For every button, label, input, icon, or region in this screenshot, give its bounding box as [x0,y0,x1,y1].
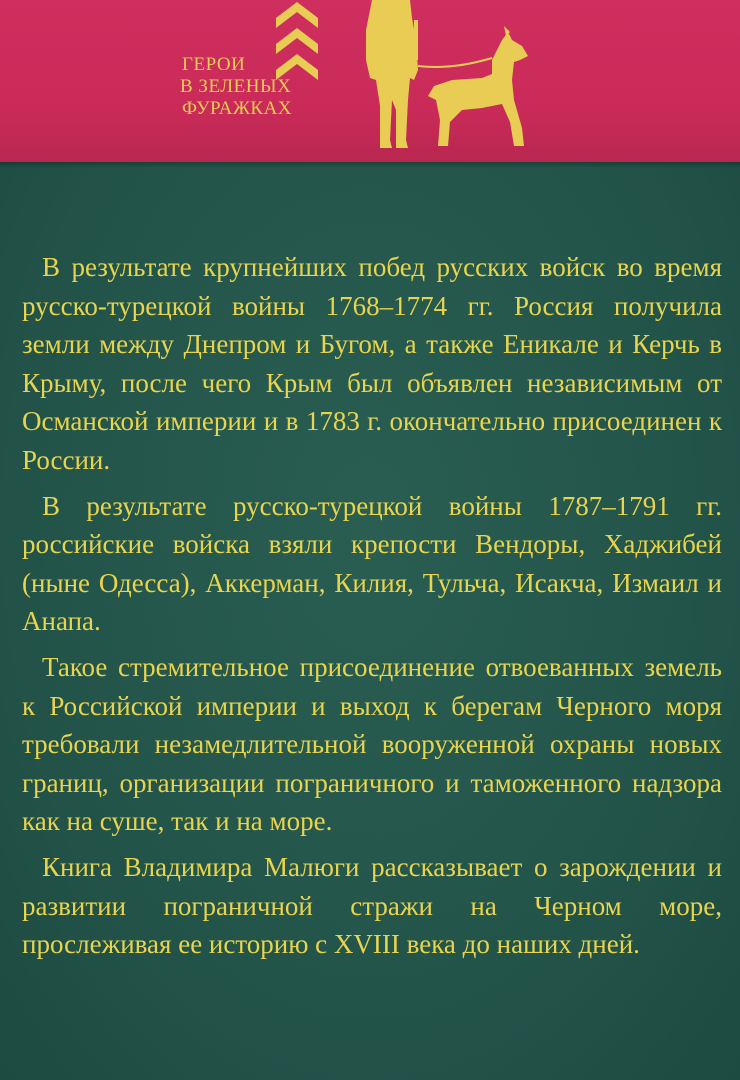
annotation-text [22,248,722,964]
paragraph: В результате крупнейших побед русских войск во время русско-турецкой войны 1768–1774 гг. Россия получила земли между Днепром и Бугом, а также Еникале и Керчь в Крыму, после чего Крым был объявлен независимым от Османской империи и в 1783 г. окончательно присоединен к России. [22,252,722,475]
band-divider [0,162,740,168]
series-title-line-2: В ЗЕЛЕНЫХ [180,76,292,97]
paragraph: Такое стремительное присоединение отвоеванных земель к Российской империи и выход к берегам Черного моря требовали незамедлительной вооруженной охраны новых границ, организации пограничного и таможенного надзора как на суше, так и на море. [22,651,722,837]
series-title-line-1: ГЕРОИ [182,54,246,75]
paragraph: В результате русско-турецкой войны 1787–1791 гг. российские войска взяли крепости Вендоры, Хаджибей (ныне Одесса), Аккерман, Килия, Тульча, Исакча, Измаил и Анапа. [22,490,722,637]
series-title [180,54,292,120]
paragraph: Книга Владимира Малюги рассказывает о зарождении и развитии пограничной стражи на Черном море, прослеживая ее историю с XVIII века до наших дней. [22,851,722,960]
series-title-line-3: ФУРАЖКАХ [182,98,293,119]
border-guard-with-dog-icon [352,0,572,160]
